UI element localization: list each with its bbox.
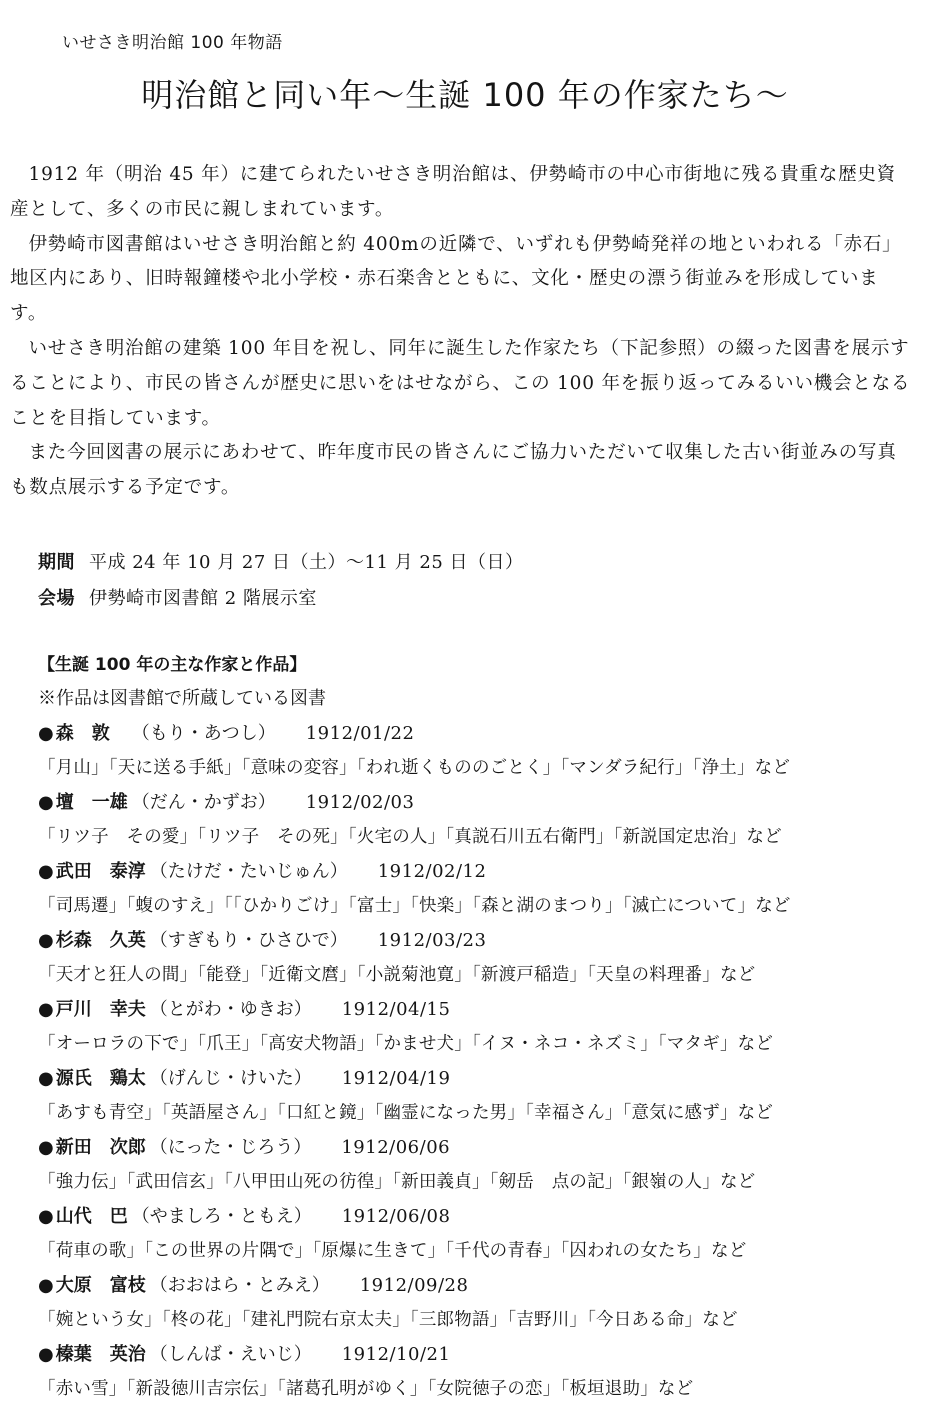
author-reading: （にった・じろう）	[149, 1137, 312, 1158]
bullet-icon: ●	[38, 1068, 54, 1089]
author-birthdate: 1912/02/12	[377, 861, 487, 882]
author-entry	[38, 716, 918, 751]
intro-paragraph: 1912 年（明治 45 年）に建てられたいせさき明治館は、伊勢崎市の中心市街地に残る貴重な歴史資産として、多くの市民に親しまれています。	[10, 164, 896, 220]
author-entry	[38, 923, 918, 958]
bullet-icon: ●	[38, 1275, 54, 1296]
author-reading: （だん・かずお）	[131, 792, 276, 813]
bullet-icon: ●	[38, 1137, 54, 1158]
author-reading: （もり・あつし）	[131, 723, 276, 744]
author-birthdate: 1912/10/21	[341, 1344, 451, 1365]
period-value: 平成 24 年 10 月 27 日（土）～11 月 25 日（日）	[89, 552, 524, 573]
author-birthdate: 1912/04/19	[341, 1068, 451, 1089]
author-reading: （すぎもり・ひさひで）	[149, 930, 348, 951]
bullet-icon: ●	[38, 861, 54, 882]
author-name: 森 敦	[55, 723, 110, 744]
section-heading: 【生誕 100 年の主な作家と作品】	[38, 655, 307, 675]
intro-paragraph: いせさき明治館の建築 100 年目を祝し、同年に誕生した作家たち（下記参照）の綴った図書を展示することにより、市民の皆さんが歴史に思いをはせながら、この 100 年を振り返ってみるいい機会となることを目指しています。	[10, 337, 911, 429]
author-works: 「天才と狂人の間」「能登」「近衛文麿」「小説菊池寛」「新渡戸稲造」「天皇の料理番」など	[38, 965, 756, 985]
section-note: ※作品は図書館で所蔵している図書	[38, 688, 326, 709]
author-entry	[38, 785, 918, 820]
author-name: 山代 巴	[55, 1206, 128, 1227]
author-works: 「婉という女」「柊の花」「建礼門院右京太夫」「三郎物語」「吉野川」「今日ある命」など	[38, 1310, 738, 1330]
author-entry	[38, 1130, 918, 1165]
series-title: いせさき明治館 100 年物語	[62, 33, 283, 53]
author-reading: （とがわ・ゆきお）	[149, 999, 312, 1020]
author-birthdate: 1912/03/23	[377, 930, 487, 951]
intro-paragraph: 伊勢崎市図書館はいせさき明治館と約 400mの近隣で、いずれも伊勢崎発祥の地といわれる「赤石」地区内にあり、旧時報鐘楼や北小学校・赤石楽舎とともに、文化・歴史の漂う街並みを形成しています。	[10, 233, 902, 325]
author-works: 「あすも青空」「英語屋さん」「口紅と鏡」「幽霊になった男」「幸福さん」「意気に感ず」など	[38, 1103, 774, 1123]
author-works: 「オーロラの下で」「爪王」「高安犬物語」「かませ犬」「イヌ・ネコ・ネズミ」「マタギ」など	[38, 1034, 774, 1054]
venue-row	[38, 584, 317, 610]
author-works: 「赤い雪」「新設徳川吉宗伝」「諸葛孔明がゆく」「女院徳子の恋」「板垣退助」など	[38, 1379, 694, 1399]
author-entry	[38, 1199, 918, 1234]
period-label: 期間	[38, 552, 75, 573]
author-reading: （たけだ・たいじゅん）	[149, 861, 348, 882]
bullet-icon: ●	[38, 792, 54, 813]
page-title: 明治館と同い年～生誕 100 年の作家たち～	[141, 76, 789, 114]
author-name: 源氏 鶏太	[55, 1068, 146, 1089]
bullet-icon: ●	[38, 723, 54, 744]
author-reading: （しんば・えいじ）	[149, 1344, 312, 1365]
author-reading: （やましろ・ともえ）	[131, 1206, 312, 1227]
author-entry	[38, 1268, 918, 1303]
author-reading: （おおはら・とみえ）	[149, 1275, 330, 1296]
author-name: 杉森 久英	[55, 930, 146, 951]
author-name: 榛葉 英治	[55, 1344, 146, 1365]
author-name: 大原 富枝	[55, 1275, 146, 1296]
author-name: 新田 次郎	[55, 1137, 146, 1158]
author-list	[38, 716, 918, 1406]
period-row	[38, 548, 524, 574]
intro-text	[10, 158, 912, 506]
author-birthdate: 1912/06/08	[341, 1206, 451, 1227]
author-entry	[38, 1061, 918, 1096]
author-works: 「荷車の歌」「この世界の片隅で」「原爆に生きて」「千代の青春」「囚われの女たち」など	[38, 1241, 747, 1261]
author-entry	[38, 854, 918, 889]
venue-label: 会場	[38, 588, 75, 609]
author-entry	[38, 992, 918, 1027]
bullet-icon: ●	[38, 1206, 54, 1227]
bullet-icon: ●	[38, 930, 54, 951]
author-name: 戸川 幸夫	[55, 999, 146, 1020]
authors-section	[38, 648, 918, 1406]
venue-value: 伊勢崎市図書館 2 階展示室	[89, 588, 317, 609]
author-name: 壇 一雄	[55, 792, 128, 813]
author-birthdate: 1912/06/06	[341, 1137, 451, 1158]
bullet-icon: ●	[38, 999, 54, 1020]
author-entry	[38, 1337, 918, 1372]
intro-paragraph: また今回図書の展示にあわせて、昨年度市民の皆さんにご協力いただいて収集した古い街並みの写真も数点展示する予定です。	[10, 442, 897, 499]
author-works: 「司馬遷」「蝮のすえ」「「ひかりごけ」「富士」「快楽」「森と湖のまつり」「滅亡について」など	[38, 896, 791, 916]
author-name: 武田 泰淳	[55, 861, 146, 882]
author-works: 「リツ子 その愛」「リツ子 その死」「火宅の人」「真説石川五右衛門」「新説国定忠治」など	[38, 827, 782, 847]
author-birthdate: 1912/04/15	[341, 999, 451, 1020]
bullet-icon: ●	[38, 1344, 54, 1365]
author-works: 「月山」「天に送る手紙」「意味の変容」「われ逝くもののごとく」「マンダラ紀行」「浄土」など	[38, 758, 791, 778]
author-birthdate: 1912/02/03	[305, 792, 415, 813]
author-birthdate: 1912/09/28	[359, 1275, 469, 1296]
author-works: 「強力伝」「武田信玄」「八甲田山死の彷徨」「新田義貞」「剱岳 点の記」「銀嶺の人」など	[38, 1172, 756, 1192]
author-birthdate: 1912/01/22	[305, 723, 415, 744]
author-reading: （げんじ・けいた）	[149, 1068, 312, 1089]
